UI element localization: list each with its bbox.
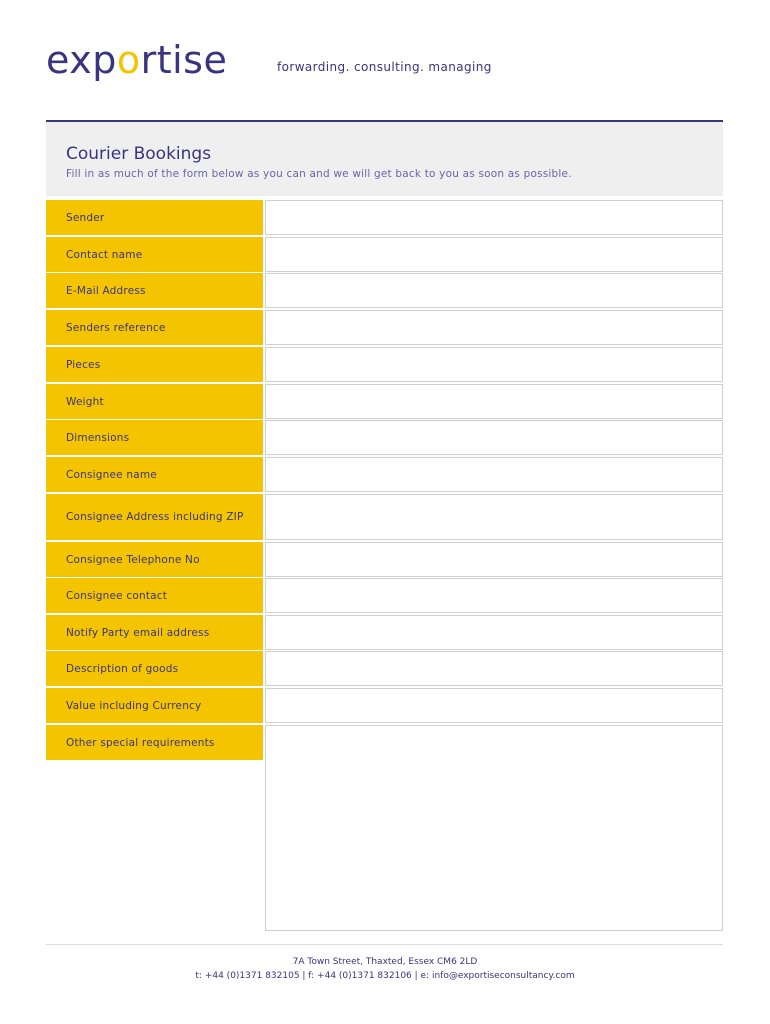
field-label-dimensions: Dimensions xyxy=(46,420,263,455)
field-label-consignee-contact: Consignee contact xyxy=(46,578,263,613)
description-of-goods-input[interactable] xyxy=(265,651,723,686)
logo-accent-letter: o xyxy=(116,38,141,82)
field-label-consignee-telephone: Consignee Telephone No xyxy=(46,542,263,577)
field-label-description-of-goods: Description of goods xyxy=(46,651,263,686)
footer-contact: t: +44 (0)1371 832105 | f: +44 (0)1371 832106 | e: info@exportiseconsultancy.com xyxy=(195,971,575,981)
dimensions-input[interactable] xyxy=(265,420,723,455)
field-label-senders-reference: Senders reference xyxy=(46,310,263,345)
logo-text-start: exp xyxy=(46,38,117,82)
field-label-value-currency: Value including Currency xyxy=(46,688,263,723)
consignee-name-input[interactable] xyxy=(265,457,723,492)
value-currency-input[interactable] xyxy=(265,688,723,723)
field-label-consignee-address: Consignee Address including ZIP xyxy=(46,494,263,540)
field-label-email: E-Mail Address xyxy=(46,273,263,308)
weight-input[interactable] xyxy=(265,384,723,419)
contact-name-input[interactable] xyxy=(265,237,723,272)
pieces-input[interactable] xyxy=(265,347,723,382)
footer-address: 7A Town Street, Thaxted, Essex CM6 2LD xyxy=(292,957,478,967)
senders-reference-input[interactable] xyxy=(265,310,723,345)
consignee-address-input[interactable] xyxy=(265,494,723,540)
field-label-contact-name: Contact name xyxy=(46,237,263,272)
consignee-contact-input[interactable] xyxy=(265,578,723,613)
email-input[interactable] xyxy=(265,273,723,308)
field-label-special-requirements: Other special requirements xyxy=(46,725,263,760)
field-label-sender: Sender xyxy=(46,200,263,235)
tagline: forwarding. consulting. managing xyxy=(277,60,492,74)
page-title: Courier Bookings xyxy=(66,144,212,164)
field-label-consignee-name: Consignee name xyxy=(46,457,263,492)
sender-input[interactable] xyxy=(265,200,723,235)
field-label-weight: Weight xyxy=(46,384,263,419)
form-intro: Fill in as much of the form below as you can and we will get back to you as soon as possible. xyxy=(66,168,572,180)
consignee-telephone-input[interactable] xyxy=(265,542,723,577)
exportise-logo xyxy=(46,38,227,82)
special-requirements-textarea[interactable] xyxy=(265,725,723,931)
form-header xyxy=(46,120,723,196)
logo-text-end: rtise xyxy=(140,38,228,82)
field-label-pieces: Pieces xyxy=(46,347,263,382)
footer-divider xyxy=(46,944,723,945)
notify-party-email-input[interactable] xyxy=(265,615,723,650)
field-label-notify-party-email: Notify Party email address xyxy=(46,615,263,650)
